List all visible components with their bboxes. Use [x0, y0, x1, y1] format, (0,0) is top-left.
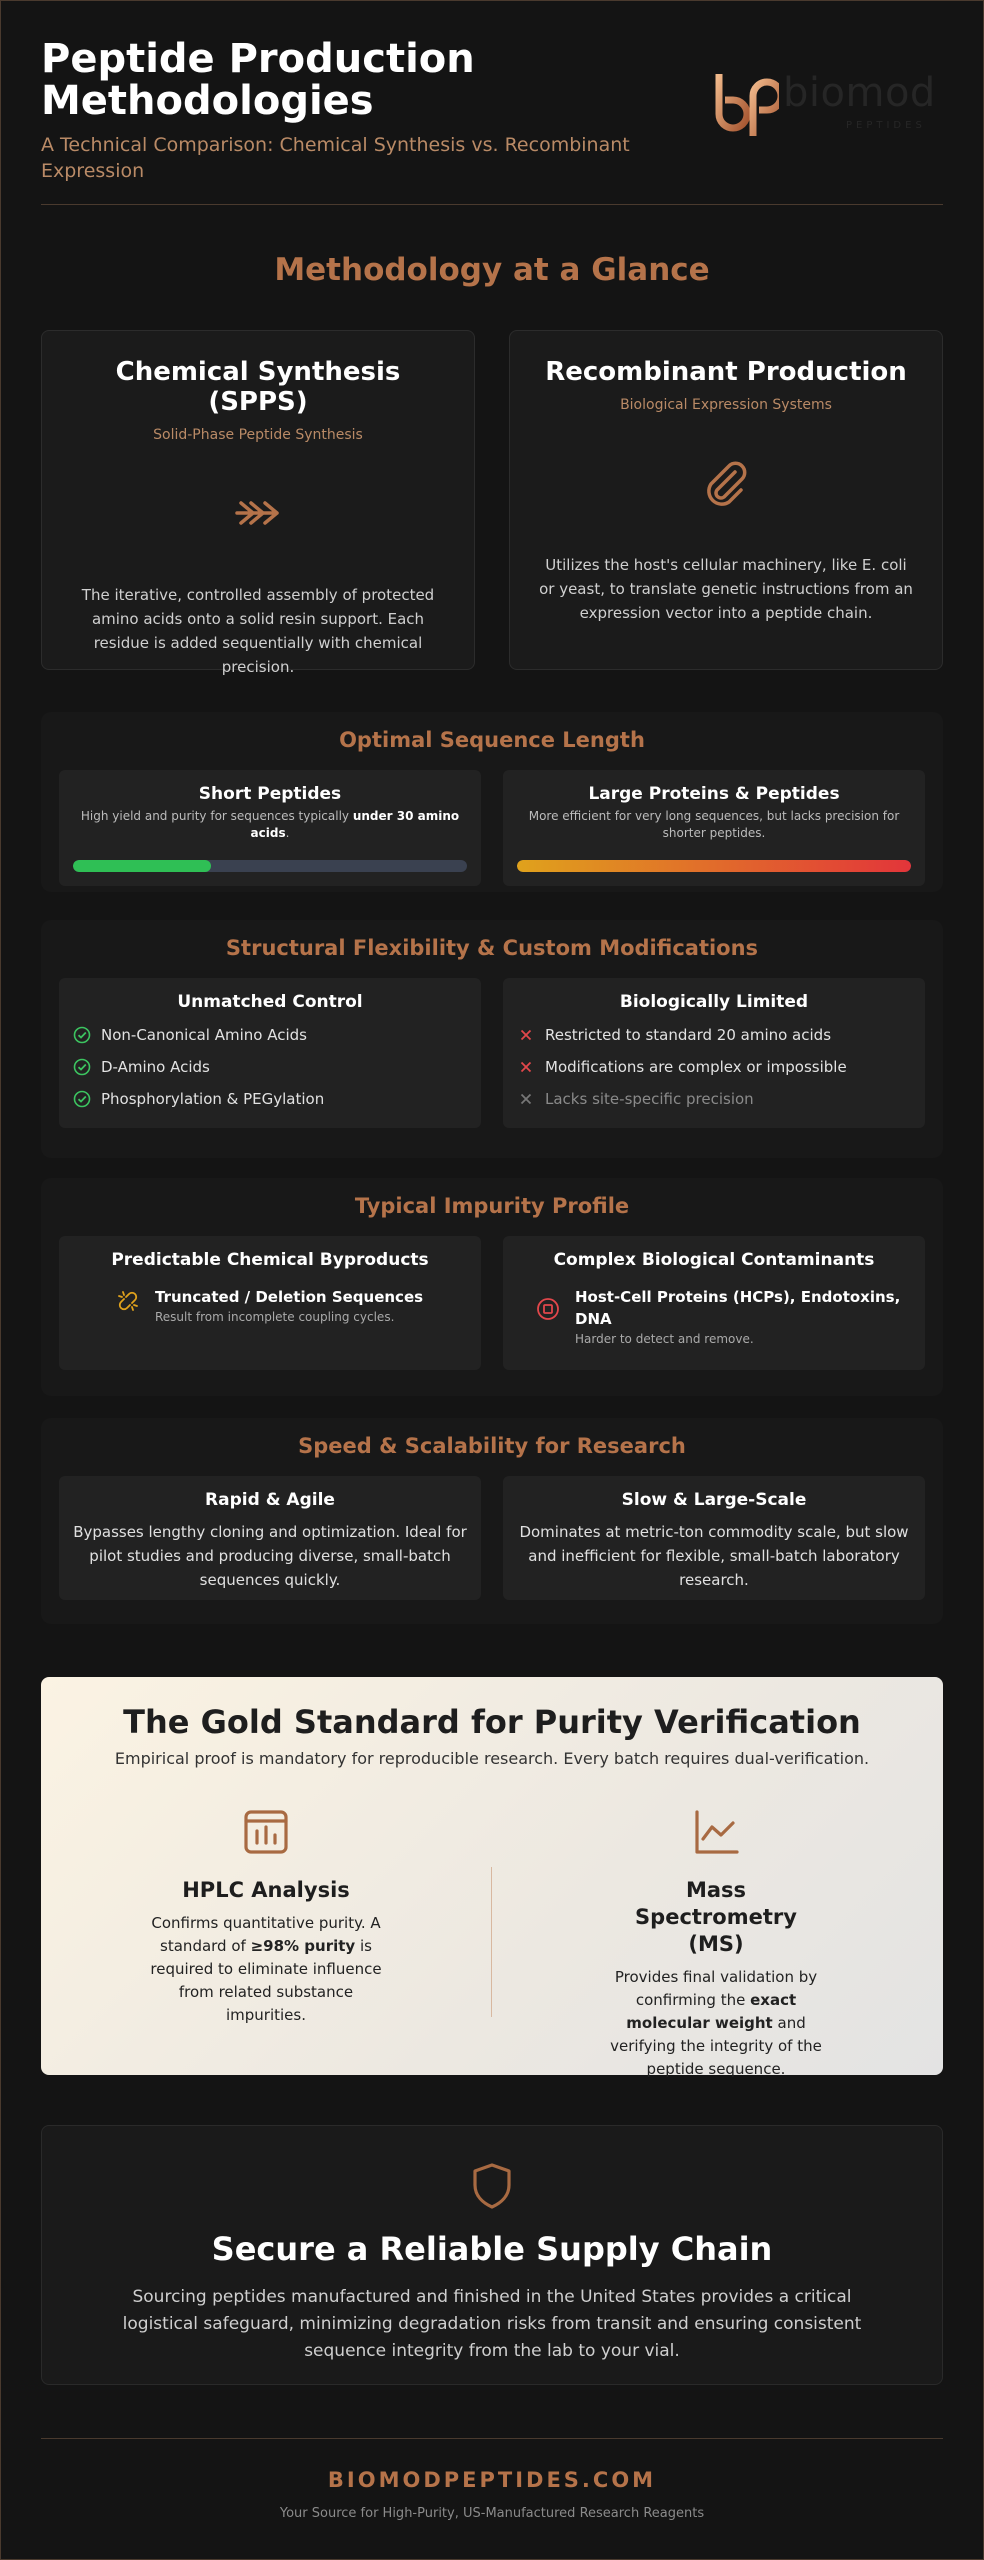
chemical-byproducts-box	[59, 1236, 481, 1370]
list-item: Non-Canonical Amino Acids	[73, 1026, 467, 1044]
biological-impurity-name: Host-Cell Proteins (HCPs), Endotoxins, DNA	[575, 1288, 901, 1328]
biological-impurity-note: Harder to detect and remove.	[575, 1332, 754, 1346]
supply-chain-title: Secure a Reliable Supply Chain	[211, 2230, 773, 2268]
large-proteins-title: Large Proteins & Peptides	[588, 784, 840, 804]
speed-panel	[41, 1418, 943, 1624]
brand-logo[interactable]	[713, 70, 943, 150]
slow-large-text: Dominates at metric-ton commodity scale, but slow and inefficient for flexible, small-batch laboratory research.	[519, 1523, 909, 1589]
mass-spec-title: Mass Spectrometry (MS)	[635, 1878, 797, 1956]
supply-chain-card	[41, 2125, 943, 2385]
gold-standard-card	[41, 1677, 943, 2078]
x-mark-icon	[517, 1090, 535, 1108]
gold-divider	[491, 1867, 492, 2017]
rapid-agile-box	[59, 1476, 481, 1600]
large-proteins-bar-fill	[517, 860, 911, 872]
page-subtitle: A Technical Comparison: Chemical Synthesis vs. Recombinant Expression	[41, 134, 630, 182]
bar-chart-box-icon	[243, 1809, 289, 1855]
large-proteins-text: More efficient for very long sequences, but lacks precision for shorter peptides.	[528, 809, 900, 840]
spps-card	[41, 330, 475, 676]
flexibility-title: Structural Flexibility & Custom Modifications	[225, 936, 759, 960]
hplc-column	[116, 1809, 416, 2027]
chemical-impurity-note: Result from incomplete coupling cycles.	[155, 1310, 395, 1324]
large-proteins-box	[503, 770, 925, 886]
hplc-description: Confirms quantitative purity. A standard of ≥98% purity is required to eliminate influence from related substance impurities.	[150, 1914, 382, 2024]
recombinant-card-description: Utilizes the host's cellular machinery, like E. coli or yeast, to translate genetic instructions from an expression vector into a peptide chain.	[539, 556, 913, 622]
rapid-agile-title: Rapid & Agile	[205, 1490, 335, 1510]
line-chart-icon	[693, 1809, 739, 1855]
check-circle-icon	[73, 1026, 91, 1044]
unmatched-control-title: Unmatched Control	[177, 992, 363, 1012]
biologically-limited-title: Biologically Limited	[619, 992, 809, 1012]
glance-title: Methodology at a Glance	[274, 252, 710, 288]
supply-chain-text: Sourcing peptides manufactured and finished in the United States provides a critical logistical safeguard, minimizing degradation risks from transit and ensuring consistent sequence integrity from the lab to your vial.	[122, 2287, 862, 2361]
chemical-byproducts-title: Predictable Chemical Byproducts	[111, 1250, 429, 1270]
unmatched-control-box	[59, 978, 481, 1128]
check-circle-icon	[73, 1058, 91, 1076]
large-proteins-bar	[517, 860, 911, 872]
list-item: Modifications are complex or impossible	[517, 1058, 911, 1076]
footer-divider	[41, 2438, 943, 2439]
mass-spec-column	[566, 1809, 866, 2081]
impurity-panel	[41, 1178, 943, 1396]
mass-spec-description: Provides final validation by confirming the exact molecular weight and verifying the integrity of the peptide sequence.	[610, 1968, 822, 2078]
bp-logo-mark-icon	[713, 70, 779, 140]
x-mark-icon	[517, 1026, 535, 1044]
glance-heading-wrap	[41, 252, 943, 288]
flexibility-panel	[41, 920, 943, 1158]
x-mark-icon	[517, 1058, 535, 1076]
page-title: Peptide Production Methodologies	[41, 36, 475, 124]
list-item: Lacks site-specific precision	[517, 1090, 911, 1108]
short-peptides-bar-fill	[73, 860, 211, 872]
recombinant-card	[509, 330, 943, 670]
logo-subtext: PEPTIDES	[846, 120, 926, 131]
short-peptides-box	[59, 770, 481, 886]
recombinant-card-title: Recombinant Production	[545, 357, 907, 387]
footer-brand-link[interactable]: BIOMODPEPTIDES.COM	[327, 2468, 657, 2492]
recombinant-card-subtitle: Biological Expression Systems	[620, 397, 832, 413]
list-item: Phosphorylation & PEGylation	[73, 1090, 467, 1108]
header-divider	[41, 204, 943, 205]
short-peptides-text: High yield and purity for sequences typically under 30 amino acids.	[80, 809, 460, 840]
short-peptides-title: Short Peptides	[198, 784, 342, 804]
slow-large-title: Slow & Large-Scale	[621, 1490, 807, 1510]
gold-standard-subtitle: Empirical proof is mandatory for reproducible research. Every batch requires dual-verification.	[114, 1749, 870, 1768]
chemical-impurity-name: Truncated / Deletion Sequences	[155, 1288, 424, 1306]
hplc-title: HPLC Analysis	[182, 1878, 350, 1902]
sequence-length-title: Optimal Sequence Length	[339, 728, 645, 752]
gold-standard-title: The Gold Standard for Purity Verification	[123, 1703, 861, 1741]
short-peptides-bar	[73, 860, 467, 872]
glance-cards	[41, 330, 943, 676]
list-item: D-Amino Acids	[73, 1058, 467, 1076]
footer	[41, 2468, 943, 2521]
speed-title: Speed & Scalability for Research	[298, 1434, 686, 1458]
page-header	[41, 38, 943, 208]
double-chevron-arrow-icon	[233, 495, 283, 531]
spps-card-subtitle: Solid-Phase Peptide Synthesis	[153, 427, 363, 443]
check-circle-icon	[73, 1090, 91, 1108]
sequence-length-panel	[41, 712, 943, 892]
broken-link-icon	[115, 1288, 141, 1314]
biologically-limited-box	[503, 978, 925, 1128]
footer-tagline: Your Source for High-Purity, US-Manufactured Research Reagents	[279, 2506, 705, 2521]
slow-large-box	[503, 1476, 925, 1600]
impurity-title: Typical Impurity Profile	[354, 1194, 630, 1218]
spps-card-description: The iterative, controlled assembly of protected amino acids onto a solid resin support. Each residue is added sequentially with chemical precision.	[81, 586, 435, 676]
biological-contaminants-box	[503, 1236, 925, 1370]
paperclip-icon	[701, 458, 751, 508]
logo-wordmark: biomod	[783, 70, 936, 116]
biological-contaminants-title: Complex Biological Contaminants	[553, 1250, 875, 1270]
rapid-agile-text: Bypasses lengthy cloning and optimization. Ideal for pilot studies and producing diverse, small-batch sequences quickly.	[73, 1523, 467, 1589]
list-item: Restricted to standard 20 amino acids	[517, 1026, 911, 1044]
stop-circle-icon	[535, 1296, 561, 1322]
shield-icon	[471, 2162, 513, 2210]
spps-card-title: Chemical Synthesis (SPPS)	[115, 357, 401, 417]
